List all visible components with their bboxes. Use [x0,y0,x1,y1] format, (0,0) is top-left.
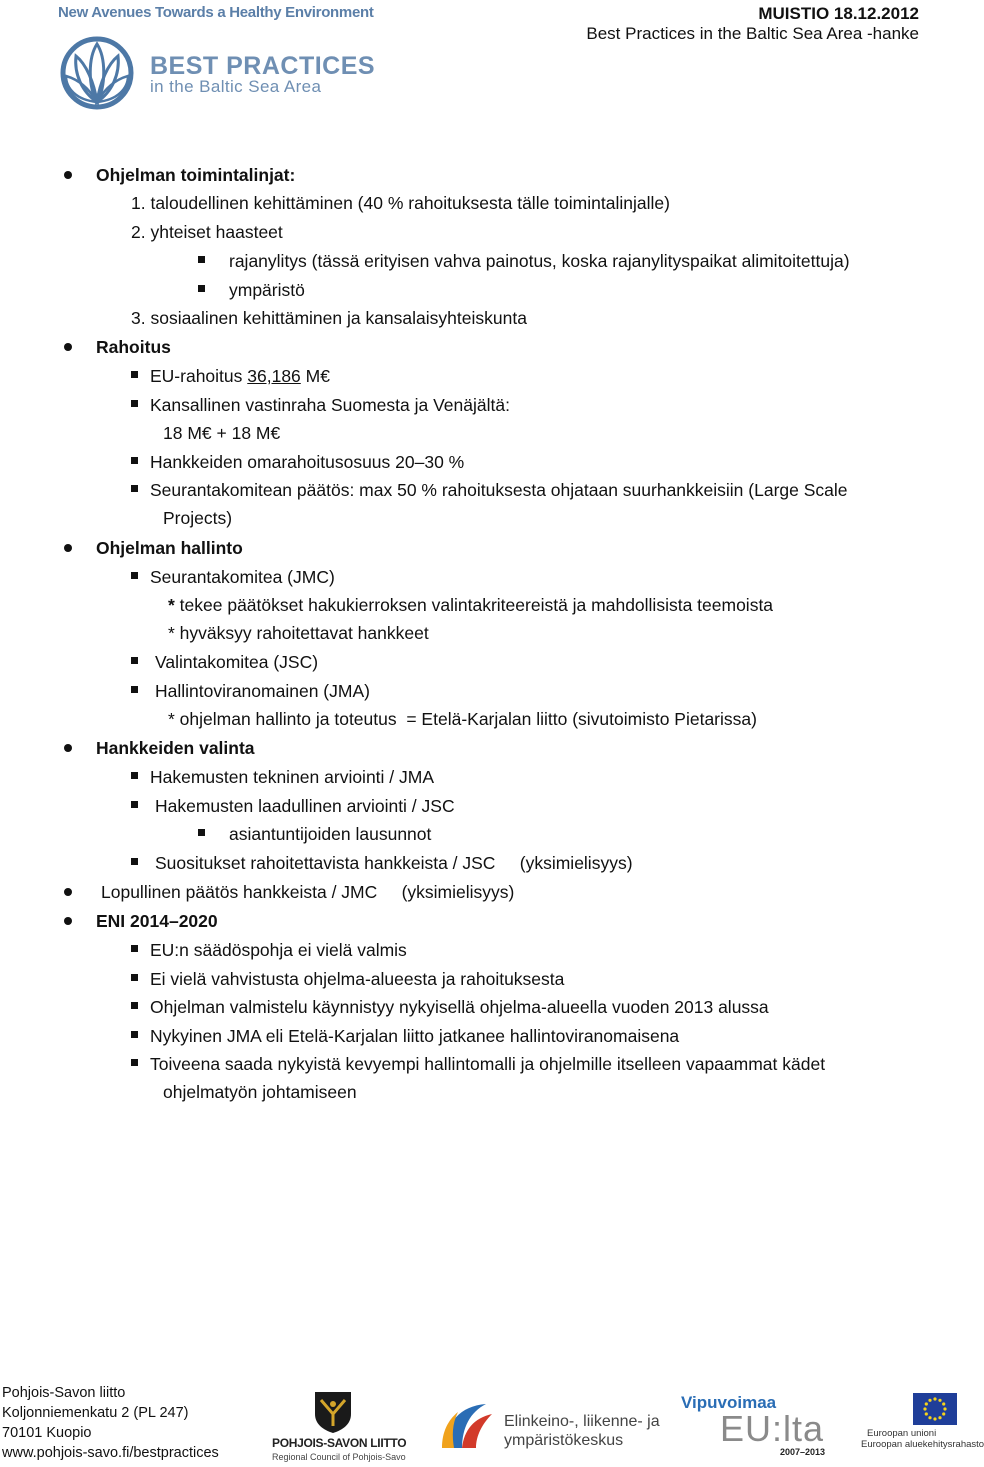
square-bullet-icon [131,485,138,492]
list-item: Ei vielä vahvistusta ohjelma-alueesta ja rahoituksesta [150,969,565,989]
list-item: rajanylitys (tässä erityisen vahva painotus, koska rajanylityspaikat alimitoitettuja) [229,251,850,271]
logo1-name: POHJOIS-SAVON LIITTO [272,1436,407,1450]
logo4-line1: Euroopan unioni [867,1428,937,1439]
section-title: Ohjelman hallinto [96,538,243,558]
list-item: EU:n säädöspohja ei vielä valmis [150,940,407,960]
logo3-main: EU:lta [720,1408,825,1449]
square-bullet-icon [131,572,138,579]
footer-street: Koljonniemenkatu 2 (PL 247) [2,1405,189,1421]
bullet-icon [64,343,72,351]
detail-text: tekee päätökset hakukierroksen valintakriteereistä ja mahdollisista teemoista [174,595,774,615]
list-item: asiantuntijoiden lausunnot [229,824,432,844]
best-practices-logo-icon [58,36,136,110]
square-bullet-icon [131,1002,138,1009]
eu-flag-icon [913,1393,957,1425]
square-bullet-icon [131,772,138,779]
logo-title: BEST PRACTICES [150,52,376,80]
square-bullet-icon [131,657,138,664]
list-item: Hakemusten laadullinen arviointi / JSC [155,796,455,816]
ely-logo-icon [440,1398,496,1454]
list-item-continuation: Projects) [163,508,233,528]
square-bullet-icon [131,945,138,952]
list-item [150,366,330,386]
square-bullet-icon [131,974,138,981]
square-bullet-icon [198,285,205,292]
footer-web-link[interactable]: www.pohjois-savo.fi/bestpractices [2,1445,219,1461]
list-item-detail: * ohjelman hallinto ja toteutus = Etelä-Karjalan liitto (sivutoimisto Pietarissa) [168,709,757,729]
detail-star: * [168,595,175,615]
list-item: Seurantakomitea (JMC) [150,567,335,587]
square-bullet-icon [198,256,205,263]
coat-of-arms-icon [313,1390,353,1434]
logo2-line2: ympäristökeskus [504,1432,624,1449]
logo3-top: Vipuvoimaa [681,1393,777,1412]
bullet-icon [64,744,72,752]
list-item: Suositukset rahoitettavista hankkeista / JSC (yksimielisyys) [155,853,633,873]
footer-city: 70101 Kuopio [2,1425,92,1441]
list-item: Toiveena saada nykyistä kevyempi hallintomalli ja ohjelmille itselleen vapaammat kädet [150,1054,826,1074]
eu-funding-label: EU-rahoitus [150,366,248,386]
square-bullet-icon [131,858,138,865]
section-title: Hankkeiden valinta [96,738,255,758]
square-bullet-icon [131,1059,138,1066]
list-item: Ohjelman valmistelu käynnistyy nykyisellä ohjelma-alueella vuoden 2013 alussa [150,997,769,1017]
list-item: ympäristö [229,280,305,300]
bullet-icon [64,171,72,179]
square-bullet-icon [131,1031,138,1038]
square-bullet-icon [131,371,138,378]
list-item: Seurantakomitean päätös: max 50 % rahoituksesta ohjataan suurhankkeisiin (Large Scale [150,480,848,500]
header-tagline: New Avenues Towards a Healthy Environment [58,4,374,21]
section-title: Lopullinen päätös hankkeista / JMC (yksimielisyys) [101,882,515,902]
memo-date: MUISTIO 18.12.2012 [758,4,919,23]
list-item: Valintakomitea (JSC) [155,652,319,672]
logo3-years: 2007–2013 [780,1447,826,1457]
square-bullet-icon [131,400,138,407]
square-bullet-icon [131,686,138,693]
list-item: 1. taloudellinen kehittäminen (40 % rahoituksesta tälle toimintalinjalle) [131,193,670,213]
logo2-line1: Elinkeino-, liikenne- ja [504,1413,660,1430]
square-bullet-icon [131,457,138,464]
logo4-line2: Euroopan aluekehitysrahasto [861,1439,984,1450]
logo-subtitle: in the Baltic Sea Area [150,77,322,96]
list-item-continuation: 18 M€ + 18 M€ [163,423,281,443]
bullet-icon [64,888,72,896]
list-item: Hallintoviranomainen (JMA) [155,681,370,701]
eu-funding-unit: M€ [300,366,330,386]
section-title: ENI 2014–2020 [96,911,218,931]
bullet-icon [64,917,72,925]
list-item-continuation: ohjelmatyön johtamiseen [163,1082,357,1102]
list-item: Nykyinen JMA eli Etelä-Karjalan liitto jatkanee hallintoviranomaisena [150,1026,680,1046]
list-item: 2. yhteiset haasteet [131,222,283,242]
list-item: Kansallinen vastinraha Suomesta ja Venäjältä: [150,395,510,415]
section-title: Ohjelman toimintalinjat: [96,165,296,185]
project-name: Best Practices in the Baltic Sea Area -hanke [586,24,919,43]
list-item-detail: * hyväksyy rahoitettavat hankkeet [168,623,429,643]
bullet-icon [64,544,72,552]
section-title: Rahoitus [96,337,171,357]
list-item: 3. sosiaalinen kehittäminen ja kansalaisyhteiskunta [131,308,527,328]
list-item-detail [168,595,773,615]
square-bullet-icon [198,829,205,836]
logo1-sub: Regional Council of Pohjois-Savo [272,1452,406,1462]
list-item: Hankkeiden omarahoitusosuus 20–30 % [150,452,465,472]
footer-org: Pohjois-Savon liitto [2,1385,126,1401]
square-bullet-icon [131,801,138,808]
list-item: Hakemusten tekninen arviointi / JMA [150,767,435,787]
eu-funding-amount: 36,186 [247,366,301,386]
